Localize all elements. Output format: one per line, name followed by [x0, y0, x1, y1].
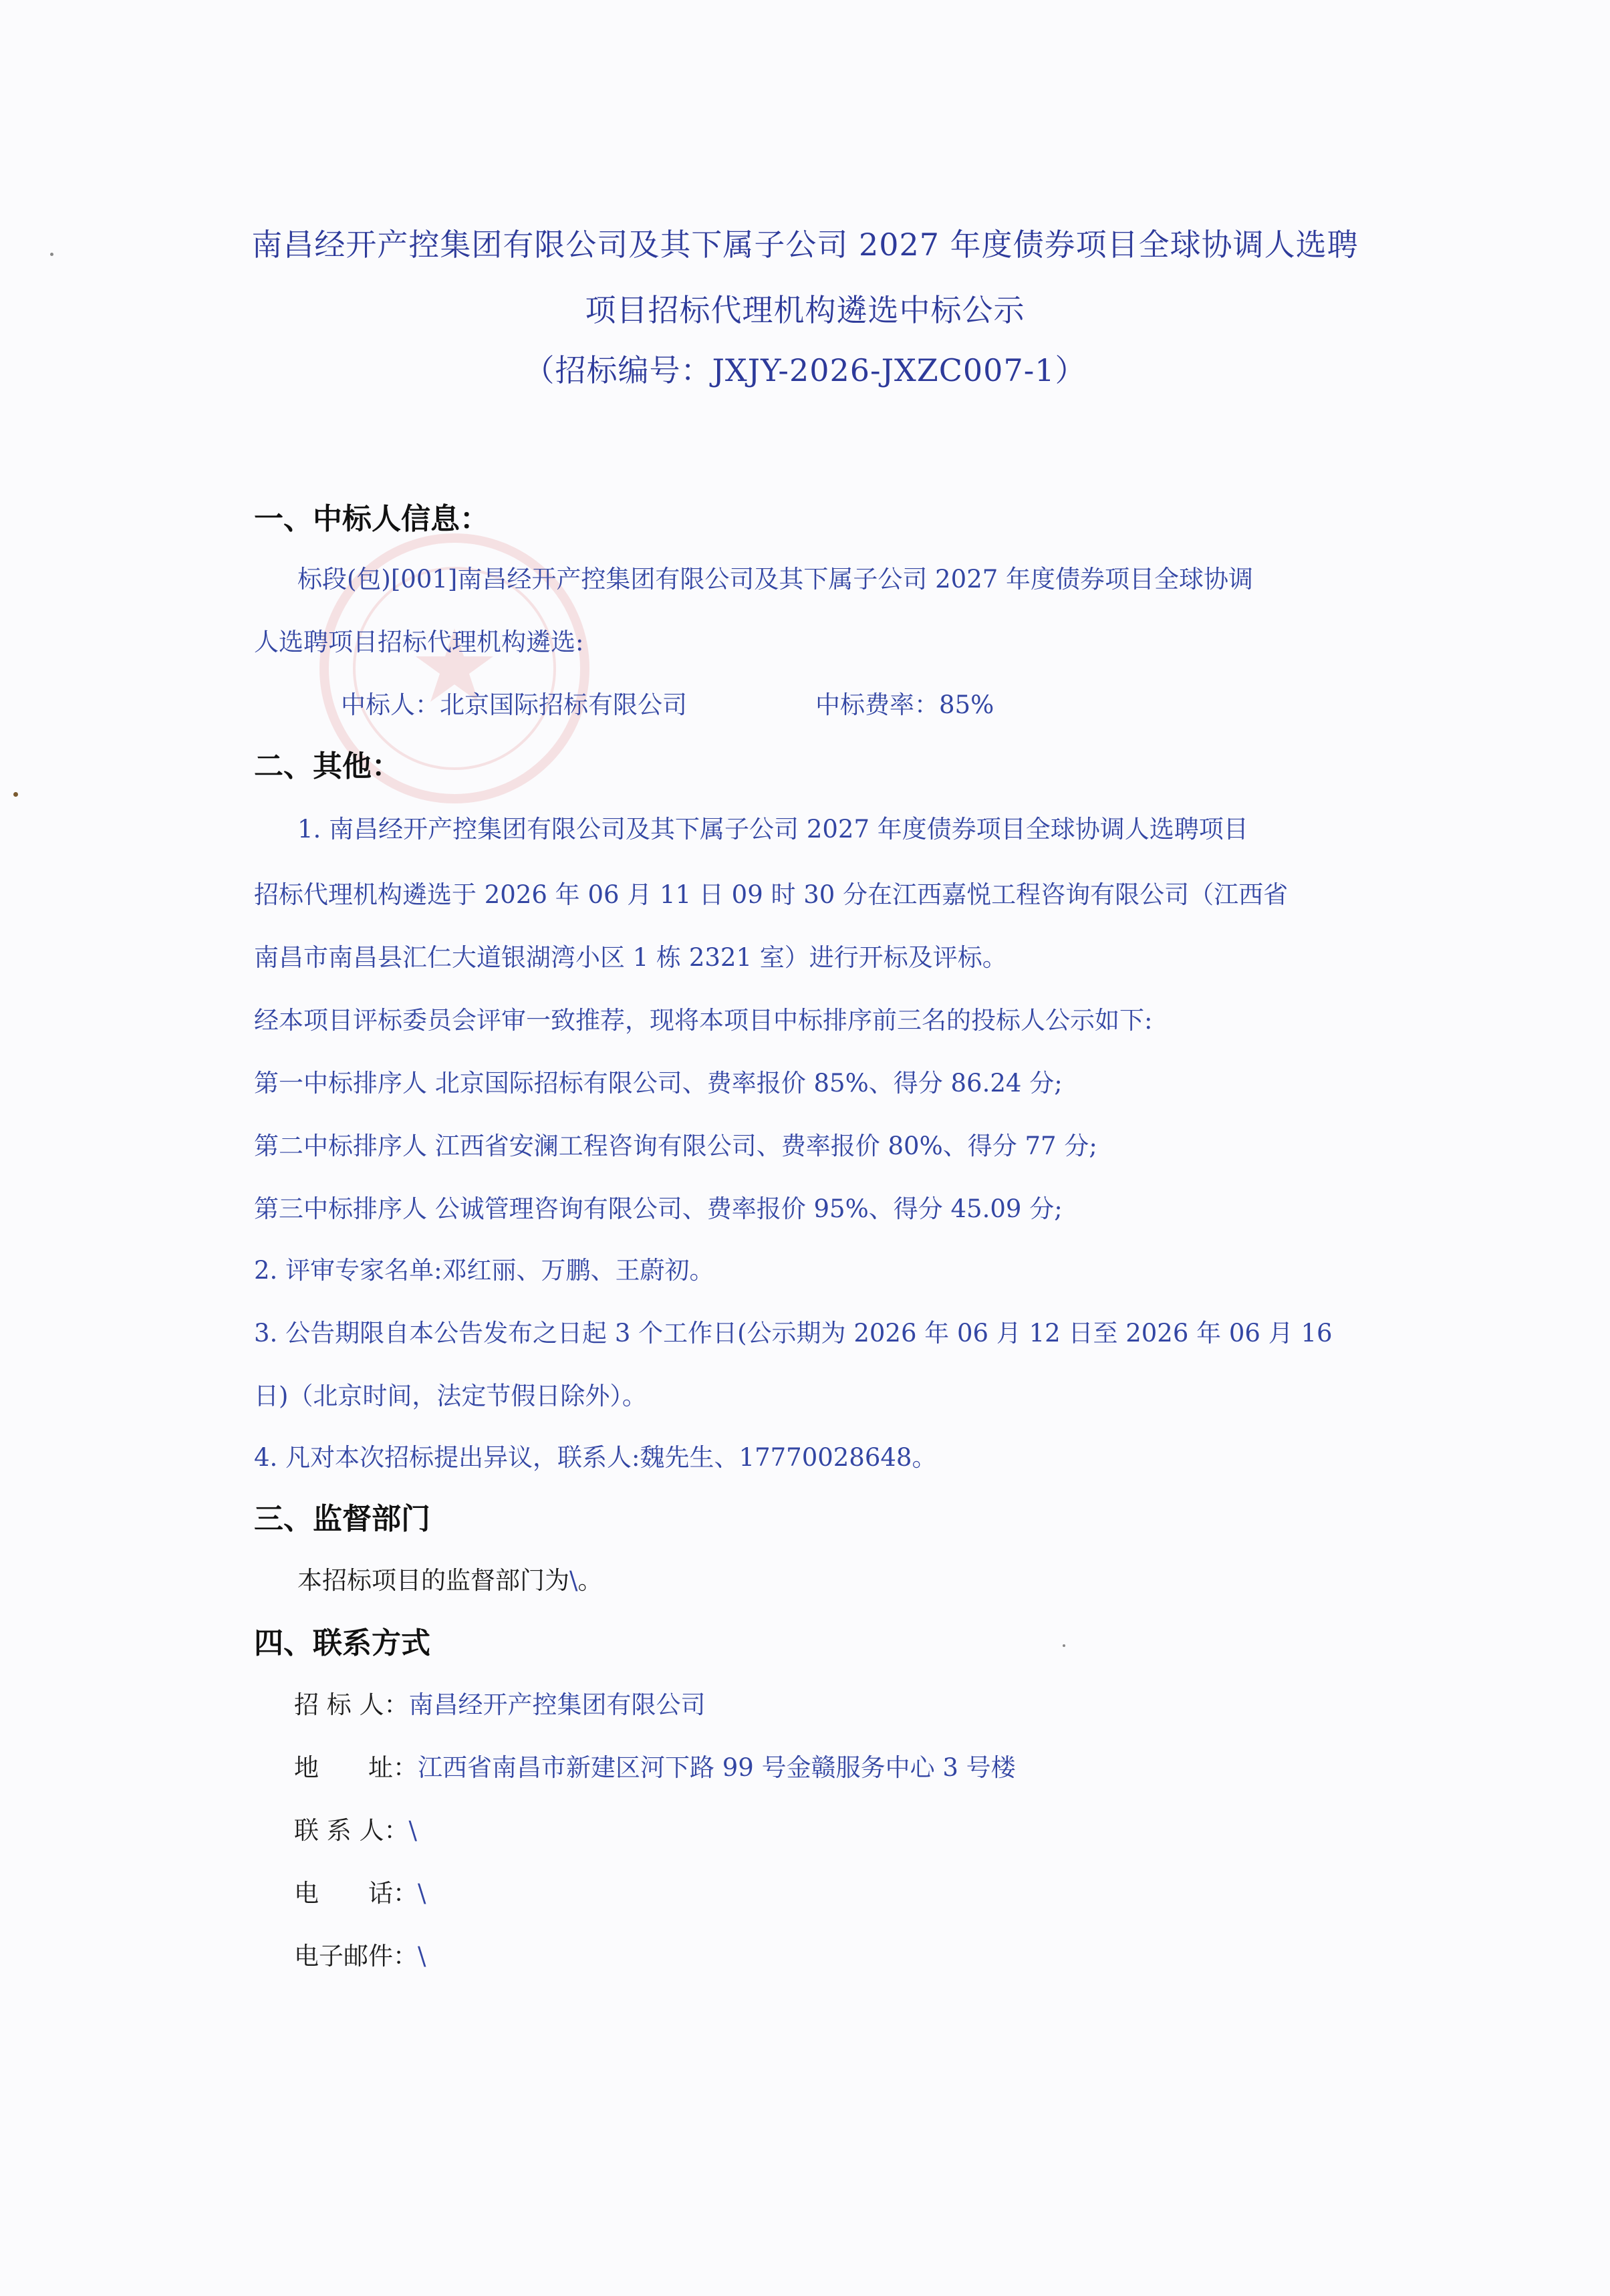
section-heading-contact: 四、联系方式	[254, 1626, 430, 1660]
contact-address-value: 江西省南昌市新建区河下路 99 号金赣服务中心 3 号楼	[418, 1753, 1016, 1782]
winning-rate: 中标费率：85%	[815, 690, 994, 719]
contact-person-row	[294, 1810, 417, 1846]
other-item-1-line-3: 南昌市南昌县汇仁大道银湖湾小区 1 栋 2321 室）进行开标及评标。	[254, 943, 1007, 972]
other-item-3-line-1: 3. 公告期限自本公告发布之日起 3 个工作日(公示期为 2026 年 06 月 12 日至 2026 年 06 月 16	[254, 1319, 1333, 1348]
winning-bidder: 中标人：北京国际招标有限公司	[341, 690, 687, 719]
ranking-second: 第二中标排序人 江西省安澜工程咨询有限公司、费率报价 80%、得分 77 分;	[254, 1132, 1097, 1160]
contact-email-value: \	[418, 1942, 426, 1970]
contact-person-label: 联 系 人：	[294, 1816, 409, 1845]
document-title-line-2: 项目招标代理机构遴选中标公示	[585, 292, 1025, 328]
section-heading-winner-info: 一、中标人信息：	[254, 502, 489, 536]
other-item-4-objection-contact: 4. 凡对本次招标提出异议，联系人:魏先生、17770028648。	[254, 1443, 937, 1472]
ranking-first: 第一中标排序人 北京国际招标有限公司、费率报价 85%、得分 86.24 分;	[254, 1069, 1063, 1098]
ranking-third: 第三中标排序人 公诚管理咨询有限公司、费率报价 95%、得分 45.09 分;	[254, 1194, 1063, 1223]
scan-speck	[13, 792, 18, 797]
other-item-2-experts: 2. 评审专家名单:邓红丽、万鹏、王蔚初。	[254, 1256, 714, 1285]
lot-description-line-2: 人选聘项目招标代理机构遴选:	[254, 628, 584, 656]
contact-tenderer-label: 招 标 人：	[294, 1690, 409, 1719]
supervision-text-prefix: 本招标项目的监督部门为	[297, 1566, 569, 1595]
lot-description-line-1: 标段(包)[001]南昌经开产控集团有限公司及其下属子公司 2027 年度债券项目全球协调	[297, 565, 1254, 594]
contact-address-row	[294, 1747, 1016, 1783]
contact-tenderer-value: 南昌经开产控集团有限公司	[408, 1690, 706, 1719]
other-item-3-line-2: 日)（北京时间，法定节假日除外）。	[254, 1382, 647, 1410]
section-heading-other: 二、其他：	[254, 749, 401, 783]
supervision-text	[297, 1560, 602, 1596]
other-item-1-line-1: 1. 南昌经开产控集团有限公司及其下属子公司 2027 年度债券项目全球协调人选聘项目	[297, 815, 1248, 844]
other-item-1-line-4: 经本项目评标委员会评审一致推荐，现将本项目中标排序前三名的投标人公示如下:	[254, 1006, 1153, 1035]
contact-email-label: 电子邮件：	[294, 1942, 418, 1970]
contact-phone-label: 电 话：	[294, 1879, 418, 1908]
supervision-text-suffix: 。	[577, 1566, 603, 1595]
section-heading-supervision: 三、监督部门	[254, 1502, 430, 1536]
contact-person-value: \	[408, 1816, 417, 1845]
tender-number: （招标编号：JXJY-2026-JXZC007-1）	[523, 352, 1087, 388]
contact-phone-value: \	[418, 1879, 426, 1908]
contact-phone-row	[294, 1873, 426, 1909]
contact-tenderer-row	[294, 1684, 706, 1720]
contact-address-label: 地 址：	[294, 1753, 418, 1782]
supervision-value: \	[569, 1566, 578, 1595]
other-item-1-line-2: 招标代理机构遴选于 2026 年 06 月 11 日 09 时 30 分在江西嘉悦工程咨询有限公司（江西省	[254, 880, 1289, 909]
document-title-line-1: 南昌经开产控集团有限公司及其下属子公司 2027 年度债券项目全球协调人选聘	[251, 227, 1359, 263]
contact-email-row	[294, 1936, 426, 1972]
scan-speck	[1063, 1644, 1065, 1647]
